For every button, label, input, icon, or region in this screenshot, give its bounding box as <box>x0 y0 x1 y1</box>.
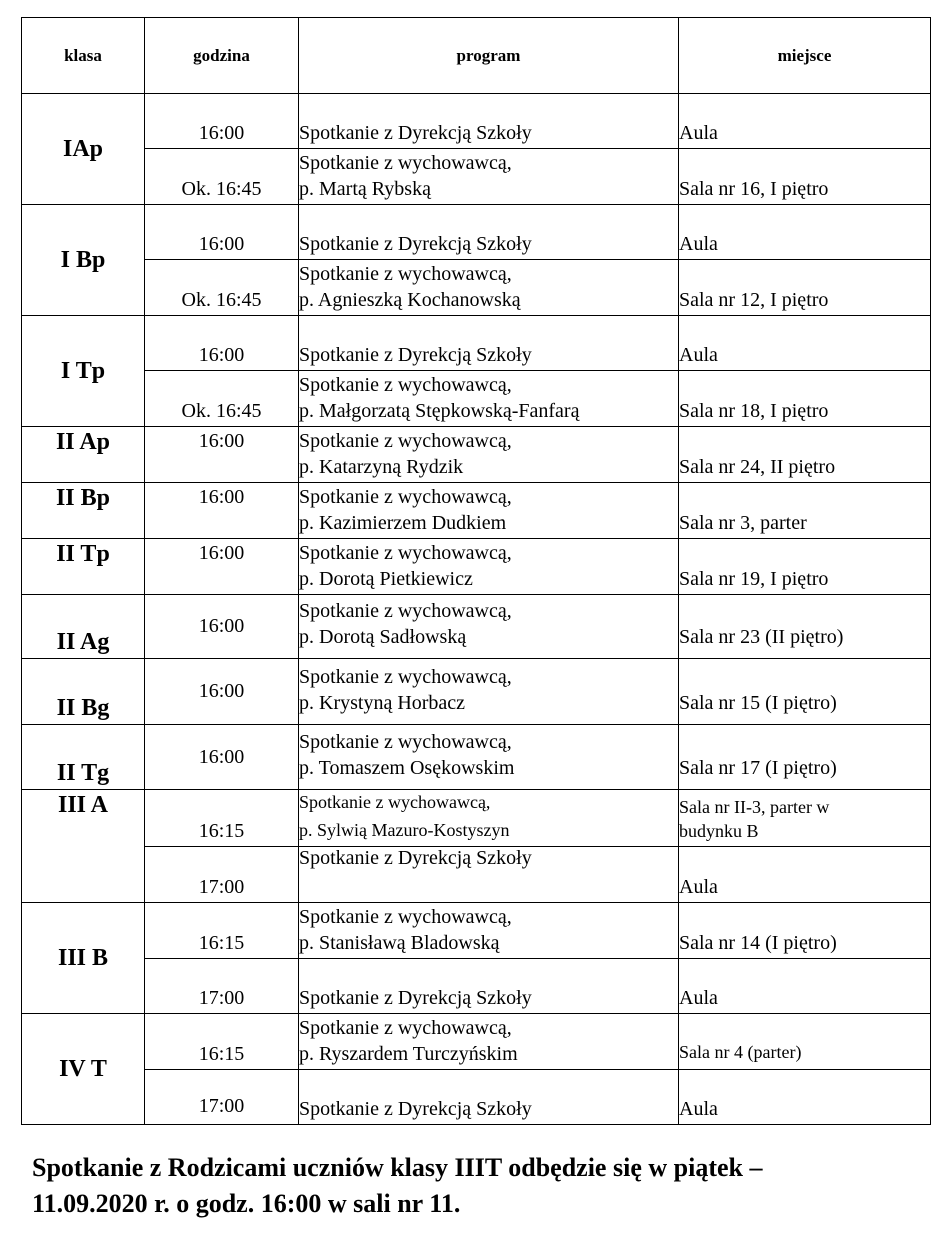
program-cell: Spotkanie z wychowawcą, p. Sylwią Mazuro-Kostyszyn <box>299 790 679 847</box>
hour-cell: 16:00 <box>145 539 299 595</box>
class-cell: III A <box>22 790 145 903</box>
table-row <box>22 659 931 725</box>
header-row <box>22 18 931 94</box>
place-cell: Aula <box>679 959 931 1014</box>
table-row <box>22 539 931 595</box>
program-cell: Spotkanie z wychowawcą, p. Ryszardem Turczyńskim <box>299 1014 679 1070</box>
class-cell: II Bp <box>22 483 145 539</box>
table-row <box>22 371 931 427</box>
table-row <box>22 790 931 847</box>
place-cell: Aula <box>679 316 931 371</box>
program-cell: Spotkanie z wychowawcą, p. Agnieszką Kochanowską <box>299 260 679 316</box>
announcement-note <box>32 1150 932 1222</box>
table-row <box>22 847 931 903</box>
class-cell: IAp <box>22 94 145 205</box>
hour-cell: 16:00 <box>145 725 299 790</box>
class-cell: IV T <box>22 1014 145 1125</box>
place-cell: Sala nr 18, I piętro <box>679 371 931 427</box>
place-cell: Sala nr 15 (I piętro) <box>679 659 931 725</box>
place-cell: Sala nr 24, II piętro <box>679 427 931 483</box>
place-cell: Sala nr II-3, parter w budynku B <box>679 790 931 847</box>
header-program: program <box>299 18 679 94</box>
table-row <box>22 595 931 659</box>
program-cell: Spotkanie z Dyrekcją Szkoły <box>299 1070 679 1125</box>
place-cell: Aula <box>679 94 931 149</box>
place-cell: Sala nr 3, parter <box>679 483 931 539</box>
place-cell: Sala nr 14 (I piętro) <box>679 903 931 959</box>
hour-cell: 16:00 <box>145 205 299 260</box>
table-row <box>22 725 931 790</box>
program-cell: Spotkanie z Dyrekcją Szkoły <box>299 847 679 903</box>
table-row <box>22 1014 931 1070</box>
class-cell: I Tp <box>22 316 145 427</box>
table-row <box>22 205 931 260</box>
program-cell: Spotkanie z wychowawcą, p. Tomaszem Osękowskim <box>299 725 679 790</box>
program-cell: Spotkanie z wychowawcą, p. Małgorzatą Stępkowską-Fanfarą <box>299 371 679 427</box>
place-cell: Sala nr 16, I piętro <box>679 149 931 205</box>
place-cell: Sala nr 12, I piętro <box>679 260 931 316</box>
announcement-line: 11.09.2020 r. o godz. 16:00 w sali nr 11. <box>32 1189 461 1218</box>
program-cell: Spotkanie z Dyrekcją Szkoły <box>299 959 679 1014</box>
program-cell: Spotkanie z wychowawcą, p. Dorotą Sadłowską <box>299 595 679 659</box>
schedule-table <box>21 17 931 1125</box>
hour-cell: 16:00 <box>145 595 299 659</box>
hour-cell: 16:00 <box>145 483 299 539</box>
place-cell: Sala nr 23 (II piętro) <box>679 595 931 659</box>
class-cell: II Tg <box>22 725 145 790</box>
table-row <box>22 1070 931 1125</box>
class-cell: II Ag <box>22 595 145 659</box>
place-cell: Aula <box>679 847 931 903</box>
table-row <box>22 959 931 1014</box>
program-cell: Spotkanie z Dyrekcją Szkoły <box>299 94 679 149</box>
table-row <box>22 427 931 483</box>
place-cell: Aula <box>679 205 931 260</box>
hour-cell: Ok. 16:45 <box>145 260 299 316</box>
program-cell: Spotkanie z wychowawcą, p. Stanisławą Bladowską <box>299 903 679 959</box>
hour-cell: 17:00 <box>145 847 299 903</box>
program-cell: Spotkanie z wychowawcą, p. Martą Rybską <box>299 149 679 205</box>
hour-cell: 16:00 <box>145 316 299 371</box>
table-row <box>22 149 931 205</box>
hour-cell: Ok. 16:45 <box>145 371 299 427</box>
table-row <box>22 94 931 149</box>
class-cell: III B <box>22 903 145 1014</box>
header-godzina: godzina <box>145 18 299 94</box>
table-row <box>22 483 931 539</box>
table-row <box>22 316 931 371</box>
place-cell: Sala nr 4 (parter) <box>679 1014 931 1070</box>
header-miejsce: miejsce <box>679 18 931 94</box>
class-cell: II Tp <box>22 539 145 595</box>
place-cell: Aula <box>679 1070 931 1125</box>
program-cell: Spotkanie z Dyrekcją Szkoły <box>299 205 679 260</box>
class-cell: II Bg <box>22 659 145 725</box>
hour-cell: 16:00 <box>145 94 299 149</box>
program-cell: Spotkanie z Dyrekcją Szkoły <box>299 316 679 371</box>
place-cell: Sala nr 19, I piętro <box>679 539 931 595</box>
table-row <box>22 903 931 959</box>
hour-cell: 16:00 <box>145 659 299 725</box>
program-cell: Spotkanie z wychowawcą, p. Kazimierzem Dudkiem <box>299 483 679 539</box>
hour-cell: Ok. 16:45 <box>145 149 299 205</box>
hour-cell: 16:00 <box>145 427 299 483</box>
program-cell: Spotkanie z wychowawcą, p. Krystyną Horbacz <box>299 659 679 725</box>
program-cell: Spotkanie z wychowawcą, p. Dorotą Pietkiewicz <box>299 539 679 595</box>
place-cell: Sala nr 17 (I piętro) <box>679 725 931 790</box>
hour-cell: 16:15 <box>145 903 299 959</box>
header-klasa: klasa <box>22 18 145 94</box>
hour-cell: 17:00 <box>145 959 299 1014</box>
class-cell: I Bp <box>22 205 145 316</box>
hour-cell: 16:15 <box>145 1014 299 1070</box>
program-cell: Spotkanie z wychowawcą, p. Katarzyną Rydzik <box>299 427 679 483</box>
hour-cell: 17:00 <box>145 1070 299 1125</box>
class-cell: II Ap <box>22 427 145 483</box>
hour-cell: 16:15 <box>145 790 299 847</box>
announcement-line: Spotkanie z Rodzicami uczniów klasy IIIT odbędzie się w piątek – <box>32 1153 763 1182</box>
table-row <box>22 260 931 316</box>
